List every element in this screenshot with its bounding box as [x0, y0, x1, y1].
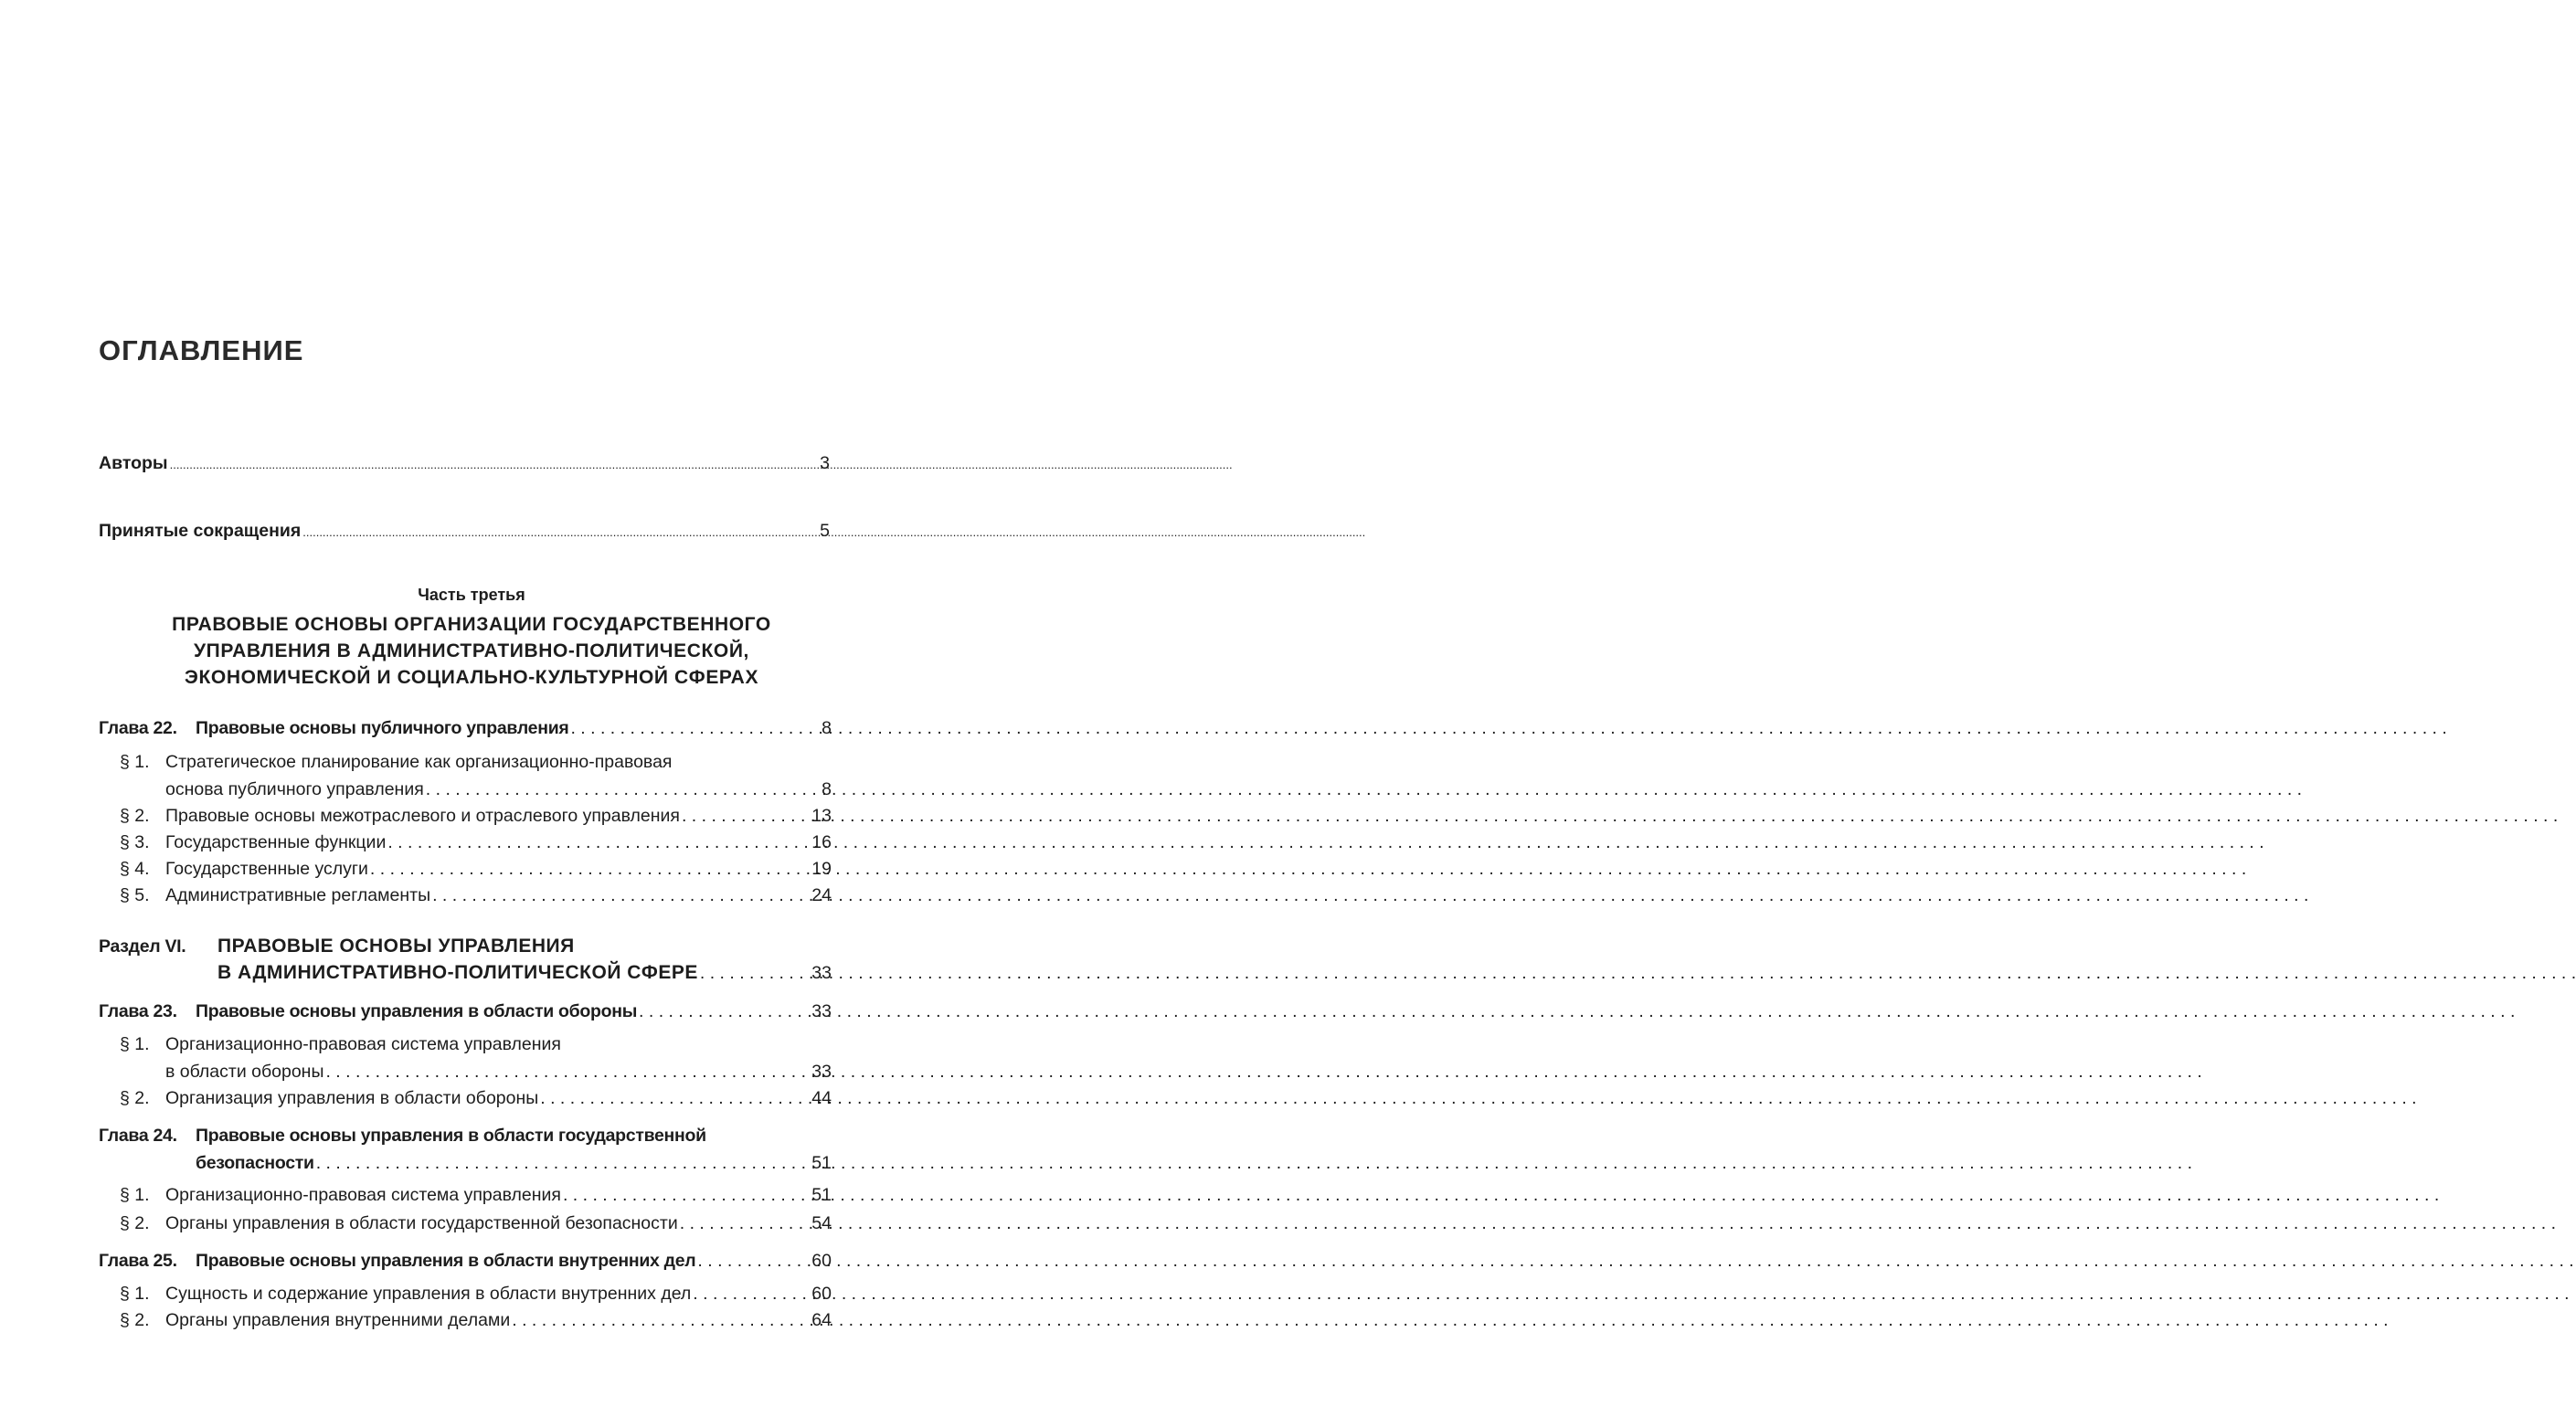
dot-leader [570, 716, 820, 740]
dot-leader [316, 1151, 811, 1175]
paragraph-title: Органы управления внутренними делами [165, 1310, 511, 1330]
toc-paragraph-25-2[interactable] [120, 1308, 832, 1332]
part-title-line: ЭКОНОМИЧЕСКОЙ И СОЦИАЛЬНО-КУЛЬТУРНОЙ СФЕРАХ [184, 667, 759, 688]
dot-leader [170, 451, 819, 477]
dot-leader [680, 1211, 811, 1235]
toc-chapter-24-cont[interactable] [196, 1151, 832, 1175]
paragraph-number: § 1. [120, 752, 150, 772]
paragraph-number: § 2. [120, 1310, 150, 1330]
paragraph-title-cont: основа публичного управления [165, 779, 424, 799]
toc-chapter-22[interactable] [99, 716, 832, 740]
toc-paragraph-24-2[interactable] [120, 1211, 832, 1235]
toc-paragraph-23-2[interactable] [120, 1086, 832, 1110]
part-label: Часть третья [418, 586, 525, 604]
part-title-line: УПРАВЛЕНИЯ В АДМИНИСТРАТИВНО-ПОЛИТИЧЕСКОЙ, [193, 640, 749, 661]
toc-page-number: 19 [811, 859, 832, 879]
toc-paragraph-23-1[interactable] [120, 1032, 561, 1056]
chapter-title: Правовые основы управления в области внутренних дел [196, 1251, 696, 1271]
toc-chapter-23[interactable] [99, 999, 832, 1023]
toc-paragraph-25-1[interactable] [120, 1282, 832, 1306]
dot-leader [432, 883, 810, 907]
dot-leader [370, 857, 810, 881]
toc-paragraph-22-2[interactable] [120, 804, 832, 828]
paragraph-title: Государственные услуги [165, 859, 368, 879]
part-title [0, 611, 928, 691]
toc-page-number: 33 [811, 1001, 832, 1021]
dot-leader [563, 1183, 810, 1207]
toc-page-number: 33 [811, 1062, 832, 1082]
toc-page-number: 60 [811, 1284, 832, 1304]
toc-page-number: 24 [811, 885, 832, 905]
toc-entry-abbreviations[interactable] [99, 519, 830, 545]
toc-page-number: 51 [811, 1153, 832, 1173]
toc-entry-label: Принятые сокращения [99, 521, 302, 541]
toc-section-6[interactable] [99, 935, 575, 958]
dot-leader [302, 519, 818, 545]
dot-leader [639, 999, 810, 1023]
dot-leader [693, 1282, 810, 1306]
toc-page-number: 64 [811, 1310, 832, 1330]
toc-chapter-25[interactable] [99, 1249, 832, 1273]
part-title-line: ПРАВОВЫЕ ОСНОВЫ ОРГАНИЗАЦИИ ГОСУДАРСТВЕННОГО [172, 614, 771, 635]
chapter-number: Глава 24. [99, 1126, 177, 1146]
toc-page-number: 5 [820, 521, 830, 541]
chapter-number: Глава 23. [99, 1001, 177, 1021]
toc-section-6-cont[interactable] [217, 961, 832, 985]
toc-entry-label: Авторы [99, 453, 168, 473]
toc-page-number: 33 [811, 963, 832, 983]
toc-entry-authors[interactable] [99, 451, 830, 477]
paragraph-title: Организационно-правовая система управления [165, 1034, 561, 1054]
paragraph-number: § 3. [120, 832, 150, 852]
dot-leader [697, 1249, 810, 1273]
toc-page-number: 51 [811, 1185, 832, 1205]
paragraph-number: § 1. [120, 1284, 150, 1304]
paragraph-title: Стратегическое планирование как организационно-правовая [165, 752, 673, 772]
toc-page-number: 8 [822, 779, 832, 799]
chapter-number: Глава 25. [99, 1251, 177, 1271]
toc-paragraph-22-1-cont[interactable] [165, 777, 832, 801]
paragraph-title: Административные регламенты [165, 885, 431, 905]
dot-leader [387, 830, 810, 854]
toc-page-number: 8 [822, 718, 832, 738]
toc-paragraph-22-4[interactable] [120, 857, 832, 881]
toc-paragraph-23-1-cont[interactable] [165, 1060, 832, 1084]
dot-leader [700, 961, 810, 985]
paragraph-title-cont: в области обороны [165, 1062, 324, 1082]
paragraph-title: Государственные функции [165, 832, 387, 852]
section-number: Раздел VI. [99, 936, 186, 957]
paragraph-number: § 1. [120, 1034, 150, 1054]
paragraph-title: Правовые основы межотраслевого и отраслевого управления [165, 806, 680, 826]
toc-page-number: 44 [811, 1088, 832, 1108]
paragraph-number: § 2. [120, 1213, 150, 1233]
chapter-title: Правовые основы публичного управления [196, 718, 569, 738]
paragraph-title: Сущность и содержание управления в области внутренних дел [165, 1284, 692, 1304]
paragraph-number: § 5. [120, 885, 150, 905]
paragraph-number: § 2. [120, 806, 150, 826]
toc-paragraph-22-5[interactable] [120, 883, 832, 907]
toc-paragraph-24-1[interactable] [120, 1183, 832, 1207]
toc-chapter-24[interactable] [99, 1124, 706, 1147]
paragraph-number: § 4. [120, 859, 150, 879]
chapter-title: Правовые основы управления в области обороны [196, 1001, 638, 1021]
toc-page-number: 16 [811, 832, 832, 852]
toc-page-number: 60 [811, 1251, 832, 1271]
chapter-title-cont: безопасности [196, 1153, 314, 1173]
toc-page-number: 3 [820, 453, 830, 473]
section-title-cont: В АДМИНИСТРАТИВНО-ПОЛИТИЧЕСКОЙ СФЕРЕ [217, 962, 698, 983]
paragraph-title: Органы управления в области государственной безопасности [165, 1213, 678, 1233]
paragraph-number: § 2. [120, 1088, 150, 1108]
dot-leader [682, 804, 810, 828]
paragraph-title: Организация управления в области обороны [165, 1088, 539, 1108]
toc-paragraph-22-3[interactable] [120, 830, 832, 854]
toc-page-number: 13 [811, 806, 832, 826]
dot-leader [540, 1086, 810, 1110]
paragraph-number: § 1. [120, 1185, 150, 1205]
section-title: ПРАВОВЫЕ ОСНОВЫ УПРАВЛЕНИЯ [217, 936, 575, 957]
dot-leader [426, 777, 820, 801]
paragraph-title: Организационно-правовая система управления [165, 1185, 561, 1205]
page-title: ОГЛАВЛЕНИЕ [99, 334, 304, 366]
toc-page-number: 54 [811, 1213, 832, 1233]
dot-leader [325, 1060, 810, 1084]
dot-leader [512, 1308, 810, 1332]
chapter-number: Глава 22. [99, 718, 177, 738]
chapter-title: Правовые основы управления в области государственной [196, 1126, 706, 1146]
toc-paragraph-22-1[interactable] [120, 750, 672, 774]
